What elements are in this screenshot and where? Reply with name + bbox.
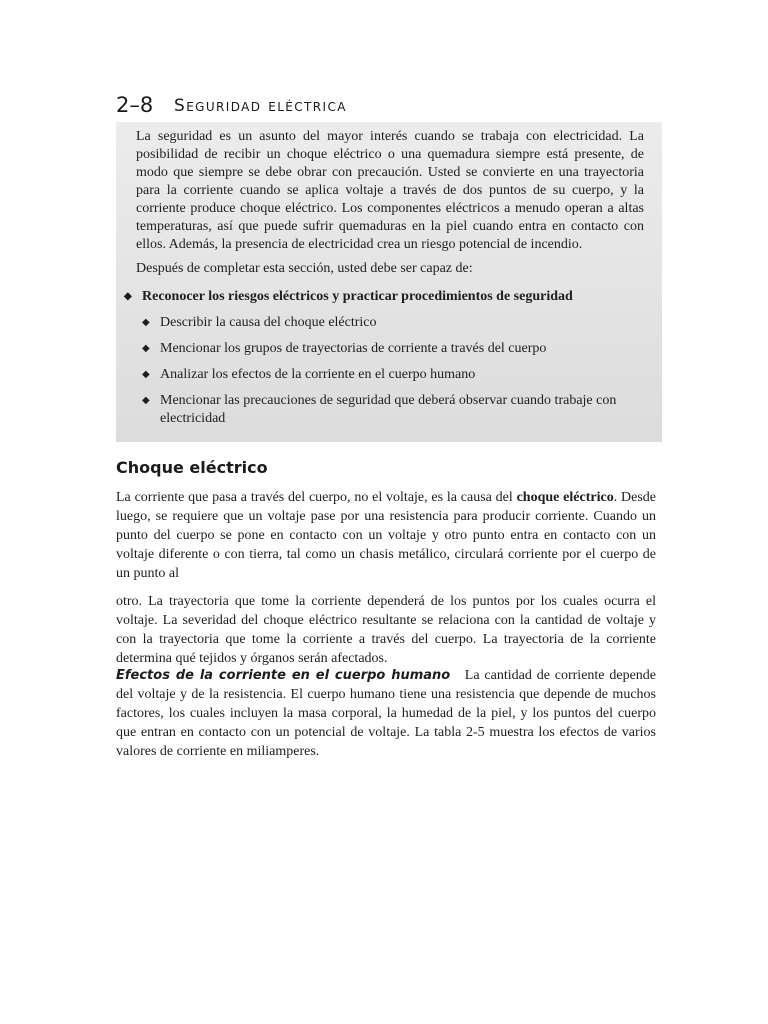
main-objective xyxy=(124,288,650,306)
section-number: 2–8 xyxy=(116,93,154,117)
subsection-heading: Choque eléctrico xyxy=(116,458,268,477)
intro-paragraph: La seguridad es un asunto del mayor interés cuando se trabaja con electricidad. La posibilidad de recibir un choque eléctrico o una quemadura siempre está presente, de modo que siempre se debe obrar con precaución. Usted se convierte en una trayectoria para la corriente cuando se aplica voltaje a través de dos puntos de su cuerpo, y la corriente produce choque eléctrico. Los componentes eléctricos a menudo operan a altas temperaturas, así que puede sufrir quemaduras en la piel cuando entra en contacto con ellos. Además, la presencia de electricidad crea un riesgo potencial de incendio. xyxy=(136,129,644,252)
sub-objective-text: Mencionar los grupos de trayectorias de corriente a través del cuerpo xyxy=(160,341,547,356)
main-objective-text: Reconocer los riesgos eléctricos y practicar procedimientos de seguridad xyxy=(142,289,573,304)
para3-text: La cantidad de corriente depende del voltaje y de la resistencia. El cuerpo humano tiene una resistencia que depende de muchos factores, los cuales incluyen la masa corporal, la humedad de la piel, y los puntos del cuerpo que entran en contacto con un potencial de voltaje. La tabla 2-5 muestra los efectos de varios valores de corriente en miliamperes. xyxy=(116,668,660,759)
body-paragraph-3 xyxy=(116,666,660,761)
paragraph-lead-in: Efectos de la corriente en el cuerpo humano xyxy=(116,668,451,683)
section-header xyxy=(116,93,662,123)
sub-objective xyxy=(142,366,640,384)
bullet-icon: ◆ xyxy=(124,291,132,302)
sub-objective-text: Analizar los efectos de la corriente en el cuerpo humano xyxy=(160,367,476,382)
term-bold: choque eléctrico xyxy=(516,490,614,505)
body-paragraph-1 xyxy=(116,488,656,583)
bullet-icon: ◆ xyxy=(142,395,150,406)
sub-objective xyxy=(142,314,640,332)
bullet-icon: ◆ xyxy=(142,343,150,354)
bullet-icon: ◆ xyxy=(142,369,150,380)
section-title: Seguridad eléctrica xyxy=(174,96,347,116)
objectives-box xyxy=(116,122,662,442)
para1-text-after: . Desde luego, se requiere que un voltaje pase por una resistencia para producir corriente. Cuando un punto del cuerpo se pone en contacto con un voltaje y otro punto entra en contacto con un voltaje diferente o con tierra, tal como un chasis metálico, circulará corriente por el cuerpo de un punto al xyxy=(116,490,656,581)
objectives-lead: Después de completar esta sección, usted debe ser capaz de: xyxy=(136,261,473,276)
sub-objective-text: Describir la causa del choque eléctrico xyxy=(160,315,377,330)
body-paragraph-2: otro. La trayectoria que tome la corriente dependerá de los puntos por los cuales ocurra el voltaje. La severidad del choque eléctrico resultante se relaciona con la cantidad de voltaje y con la trayectoria que tome la corriente a través del cuerpo. La trayectoria de la corriente determina qué tejidos y órganos serán afectados. xyxy=(116,594,656,666)
bullet-icon: ◆ xyxy=(142,317,150,328)
para1-text-before: La corriente que pasa a través del cuerpo, no el voltaje, es la causa del xyxy=(116,490,517,505)
sub-objective-text: Mencionar las precauciones de seguridad que deberá observar cuando trabaje con electricidad xyxy=(160,393,617,426)
sub-objective xyxy=(142,340,640,358)
sub-objective xyxy=(142,392,640,428)
